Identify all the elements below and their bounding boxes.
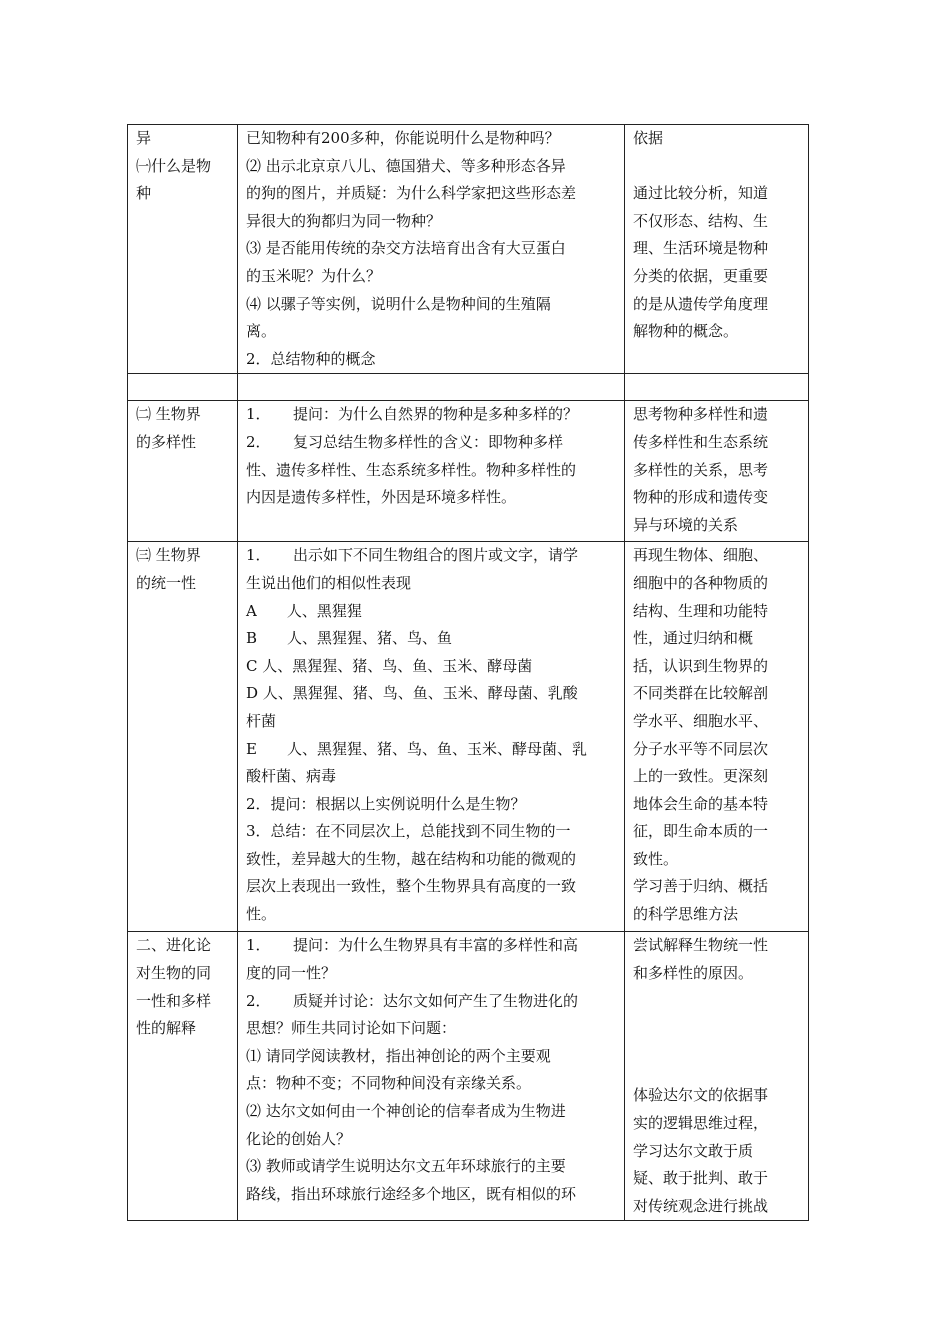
cell-line: 性，通过归纳和概: [633, 629, 754, 648]
cell-line: 性、遗传多样性、生态系统多样性。物种多样性的: [246, 460, 577, 479]
cell-line: 疑、敢于批判、敢于: [633, 1169, 769, 1188]
purpose-cell: [625, 542, 809, 932]
cell-line: 致性。: [633, 849, 679, 868]
cell-line: 不同类群在比较解剖: [633, 684, 769, 703]
cell-line: 离。: [246, 322, 277, 341]
cell-line: 学习善于归纳、概括: [633, 877, 769, 896]
cell-line: 思考物种多样性和遗: [633, 405, 769, 424]
cell-line: 的狗的图片，并质疑：为什么科学家把这些形态差: [246, 184, 577, 203]
cell-line: 解物种的概念。: [633, 322, 739, 341]
cell-line: 征，即生命本质的一: [633, 822, 769, 841]
cell-line: ⑵ 达尔文如何由一个神创论的信奉者成为生物进: [246, 1101, 566, 1120]
topic-cell: [128, 401, 238, 542]
cell-line: ⑴ 请同学阅读教材，指出神创论的两个主要观: [246, 1046, 551, 1065]
cell-line: ⑷ 以骡子等实例，说明什么是物种间的生殖隔: [246, 294, 551, 313]
cell-line: 尝试解释生物统一性: [633, 936, 769, 955]
cell-line: 体验达尔文的依据事: [633, 1086, 769, 1105]
cell-line: 2．提问：根据以上实例说明什么是生物？: [246, 794, 526, 813]
purpose-cell: [625, 932, 809, 1221]
cell-line: 实的逻辑思维过程，: [633, 1113, 769, 1132]
cell-line: 和多样性的原因。: [633, 963, 754, 982]
cell-line: 点：物种不变；不同物种间没有亲缘关系。: [246, 1074, 532, 1093]
cell-line: 1． 出示如下不同生物组合的图片或文字，请学: [246, 546, 579, 565]
cell-line: 对生物的同: [136, 963, 212, 982]
cell-line: ㈠什么是物: [136, 156, 212, 175]
blank-line: [633, 1070, 801, 1082]
cell-line: 的多样性: [136, 432, 197, 451]
cell-line: 已知物种有200多种，你能说明什么是物种吗？: [246, 129, 560, 147]
cell-line: 传多样性和生态系统: [633, 432, 769, 451]
cell-line: 地体会生命的基本特: [633, 794, 769, 813]
cell-line: 分子水平等不同层次: [633, 739, 769, 758]
cell-line: 对传统观念进行挑战: [633, 1196, 769, 1215]
cell-line: 异与环境的关系: [633, 515, 739, 534]
cell-line: 上的一致性。更深刻: [633, 767, 769, 786]
blank-line: [633, 1015, 801, 1043]
cell-line: 2． 质疑并讨论：达尔文如何产生了生物进化的: [246, 991, 579, 1010]
cell-line: C 人、黑猩猩、猪、鸟、鱼、玉米、酵母菌: [246, 656, 533, 675]
activity-cell: [238, 401, 625, 542]
cell-line: 的是从遗传学角度理: [633, 294, 769, 313]
empty-cell: [625, 374, 809, 401]
table-row: [128, 932, 809, 1221]
cell-line: 分类的依据，更重要: [633, 266, 769, 285]
cell-line: 路线，指出环球旅行途经多个地区，既有相似的环: [246, 1184, 577, 1203]
cell-line: 层次上表现出一致性，整个生物界具有高度的一致: [246, 877, 577, 896]
cell-line: 1． 提问：为什么生物界具有丰富的多样性和高: [246, 936, 579, 955]
lesson-plan-table: [127, 124, 809, 1221]
activity-cell: [238, 932, 625, 1221]
cell-line: 二、进化论: [136, 936, 212, 955]
cell-line: 的统一性: [136, 573, 197, 592]
topic-cell: [128, 542, 238, 932]
purpose-cell: [625, 125, 809, 374]
blank-line: [633, 153, 801, 181]
cell-line: 酸杆菌、病毒: [246, 767, 337, 786]
cell-line: 通过比较分析，知道: [633, 184, 769, 203]
cell-line: 性的解释: [136, 1019, 197, 1038]
cell-line: 结构、生理和功能特: [633, 601, 769, 620]
cell-line: D 人、黑猩猩、猪、鸟、鱼、玉米、酵母菌、乳酸: [246, 684, 578, 703]
cell-line: 不仅形态、结构、生: [633, 211, 769, 230]
table-row-empty: [128, 374, 809, 401]
cell-line: 内因是遗传多样性，外因是环境多样性。: [246, 488, 517, 507]
cell-line: 异很大的狗都归为同一物种？: [246, 211, 442, 230]
cell-line: 物种的形成和遗传变: [633, 488, 769, 507]
topic-cell: [128, 125, 238, 374]
cell-line: 2．总结物种的概念: [246, 349, 376, 368]
cell-line: 化论的创始人？: [246, 1129, 352, 1148]
cell-line: ⑵ 出示北京京八儿、德国猎犬、等多种形态各异: [246, 156, 566, 175]
cell-line: 3．总结：在不同层次上，总能找到不同生物的一: [246, 822, 571, 841]
cell-line: 多样性的关系，思考: [633, 460, 769, 479]
cell-line: E 人、黑猩猩、猪、鸟、鱼、玉米、酵母菌、乳: [246, 739, 587, 758]
cell-line: 异: [136, 129, 152, 147]
cell-line: 再现生物体、细胞、: [633, 546, 769, 565]
purpose-cell: [625, 401, 809, 542]
cell-line: ㈡ 生物界: [136, 405, 201, 424]
activity-cell: [238, 542, 625, 932]
cell-line: ㈢ 生物界: [136, 546, 201, 565]
blank-line: [633, 988, 801, 1016]
activity-cell: [238, 125, 625, 374]
cell-line: 1． 提问：为什么自然界的物种是多种多样的？: [246, 405, 579, 424]
cell-line: 度的同一性？: [246, 963, 337, 982]
cell-line: 学水平、细胞水平、: [633, 711, 769, 730]
cell-line: 的玉米呢？为什么？: [246, 266, 382, 285]
cell-line: 细胞中的各种物质的: [633, 573, 769, 592]
cell-line: 性。: [246, 905, 277, 924]
cell-line: 种: [136, 184, 152, 203]
cell-line: 一性和多样: [136, 991, 212, 1010]
cell-line: 依据: [633, 129, 664, 147]
table-row: [128, 401, 809, 542]
cell-line: 杆菌: [246, 711, 277, 730]
cell-line: B 人、黑猩猩、猪、鸟、鱼: [246, 629, 453, 648]
cell-line: 2． 复习总结生物多样性的含义：即物种多样: [246, 432, 564, 451]
blank-line: [633, 1043, 801, 1071]
cell-line: A 人、黑猩猩: [246, 601, 362, 620]
cell-line: 括，认识到生物界的: [633, 656, 769, 675]
empty-cell: [128, 374, 238, 401]
topic-cell: [128, 932, 238, 1221]
cell-line: ⑶ 是否能用传统的杂交方法培育出含有大豆蛋白: [246, 239, 566, 258]
cell-line: 学习达尔文敢于质: [633, 1141, 754, 1160]
cell-line: 生说出他们的相似性表现: [246, 573, 412, 592]
cell-line: 理、生活环境是物种: [633, 239, 769, 258]
empty-cell: [238, 374, 625, 401]
cell-line: 思想？师生共同讨论如下问题：: [246, 1019, 457, 1038]
table-row: [128, 542, 809, 932]
cell-line: 的科学思维方法: [633, 905, 739, 924]
cell-line: 致性，差异越大的生物，越在结构和功能的微观的: [246, 849, 577, 868]
cell-line: ⑶ 教师或请学生说明达尔文五年环球旅行的主要: [246, 1157, 566, 1176]
table-row: [128, 125, 809, 374]
